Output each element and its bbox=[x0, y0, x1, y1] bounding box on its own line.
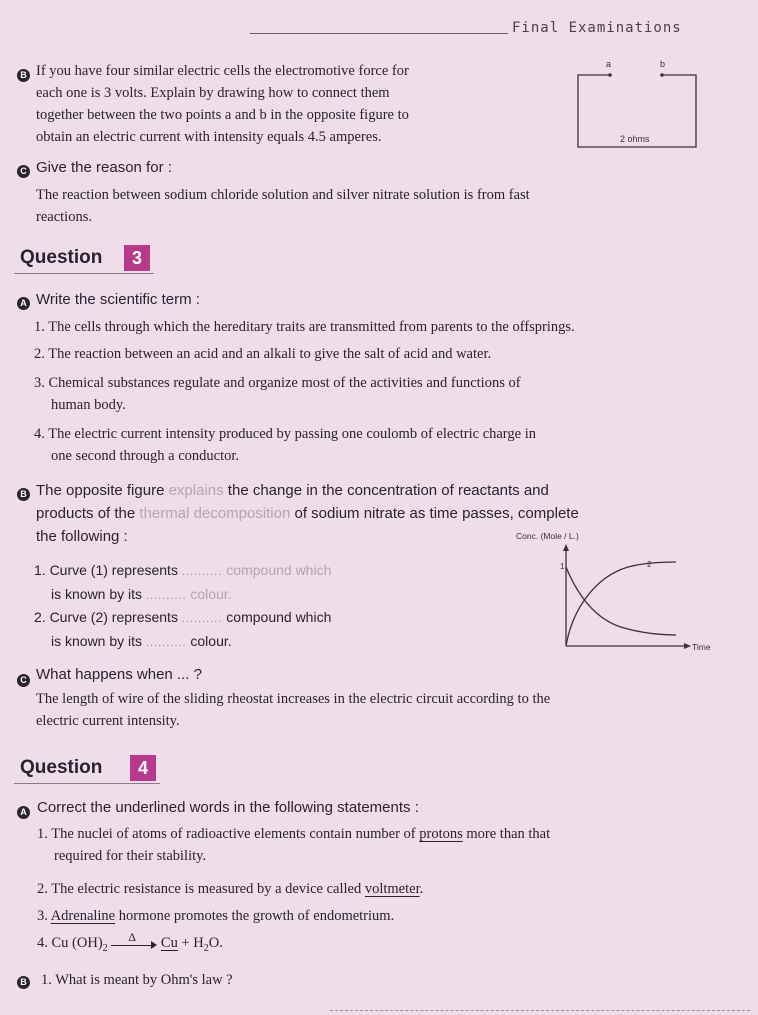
text-fragment: 3. bbox=[37, 908, 51, 924]
text-line: reactions. bbox=[36, 209, 92, 225]
curve-2-label: 2 bbox=[647, 560, 652, 569]
text-fragment: hormone promotes the growth of endometrium. bbox=[115, 908, 395, 924]
question-4-title: Question bbox=[20, 757, 103, 778]
text-fragment: colour. bbox=[190, 633, 232, 649]
arrow-head bbox=[151, 941, 157, 949]
term-number: 1. bbox=[34, 319, 45, 335]
rheostat-statement bbox=[36, 688, 736, 732]
subscript: 2 bbox=[102, 942, 108, 954]
text-fragment: of sodium nitrate as time passes, complete bbox=[290, 505, 579, 522]
text-fragment: 1. The nuclei of atoms of radioactive elements contain number of bbox=[37, 826, 420, 842]
underlined-word: voltmeter bbox=[364, 881, 420, 897]
reason-statement bbox=[36, 184, 736, 228]
part-c-badge-q3: C bbox=[17, 674, 30, 687]
text-fragment: 4. bbox=[37, 935, 52, 951]
chart-x-axis-label: Time bbox=[692, 642, 711, 652]
text-fragment: more than that bbox=[462, 826, 551, 842]
circuit-figure bbox=[570, 55, 705, 155]
text-line: obtain an electric current with intensity equals 4.5 amperes. bbox=[36, 129, 382, 145]
question-3-title: Question bbox=[20, 247, 103, 268]
text-fragment: the change in the concentration of reactants and bbox=[223, 482, 549, 499]
text-fragment: 1. Curve (1) represents bbox=[34, 562, 178, 578]
statement-3 bbox=[37, 905, 737, 927]
underlined-word: Adrenaline bbox=[50, 908, 116, 924]
y-axis-arrow bbox=[563, 544, 569, 551]
text-line: If you have four similar electric cells the electromotive force for bbox=[36, 63, 409, 79]
statement-1 bbox=[37, 823, 737, 867]
part-c-badge: C bbox=[17, 165, 30, 178]
page-header-title: Final Examinations bbox=[512, 20, 682, 36]
term-number: 4. bbox=[34, 426, 45, 442]
text-fragment: is known by its bbox=[51, 586, 143, 602]
curve-2-blank bbox=[34, 606, 494, 654]
question-4-number: 4 bbox=[130, 755, 156, 781]
text-line: electric current intensity. bbox=[36, 713, 180, 729]
text-line: together between the two points a and b in the opposite figure to bbox=[36, 107, 409, 123]
reactant: Cu (OH) bbox=[51, 935, 103, 951]
term-text: Chemical substances regulate and organize most of the activities and functions of bbox=[48, 375, 521, 391]
statement-2 bbox=[37, 878, 737, 900]
text-fragment: compound which bbox=[226, 609, 332, 625]
curve-1-blank bbox=[34, 559, 494, 607]
header-rule bbox=[250, 33, 508, 34]
term-number: 3. bbox=[34, 375, 45, 391]
text-line: The length of wire of the sliding rheostat increases in the electric circuit according to the bbox=[36, 691, 551, 707]
curve-2-line bbox=[566, 562, 676, 646]
question-3-number: 3 bbox=[124, 245, 150, 271]
part-a-badge-q4: A bbox=[17, 806, 30, 819]
terminal-b bbox=[660, 73, 664, 77]
subscript: 2 bbox=[203, 942, 209, 954]
text-fragment: 2. The electric resistance is measured by a device called bbox=[37, 881, 365, 897]
term-text-cont: human body. bbox=[51, 397, 126, 413]
x-axis-arrow bbox=[684, 643, 691, 649]
faded-text: thermal decomposition bbox=[139, 505, 291, 522]
arrow-shaft bbox=[111, 945, 153, 946]
statement-4 bbox=[37, 929, 737, 960]
text-fragment: products of the bbox=[36, 505, 140, 522]
circuit-question bbox=[36, 60, 516, 148]
text-fragment: + H bbox=[177, 935, 204, 951]
term-text: The electric current intensity produced by passing one coulomb of electric charge in bbox=[48, 426, 536, 442]
term-1 bbox=[34, 316, 724, 338]
reaction-arrow bbox=[111, 929, 157, 952]
underlined-word: Cu bbox=[160, 935, 178, 951]
text-fragment: is known by its bbox=[51, 633, 143, 649]
curve-1-line bbox=[566, 567, 676, 635]
question-4-rule bbox=[14, 783, 160, 784]
concentration-chart bbox=[508, 525, 730, 657]
term-text: The cells through which the hereditary traits are transmitted from parents to the offsprings. bbox=[48, 319, 575, 335]
heat-symbol: Δ bbox=[128, 929, 136, 944]
curve-1-label: 1 bbox=[560, 562, 565, 571]
text-fragment: The opposite figure bbox=[36, 482, 169, 499]
text-line: each one is 3 volts. Explain by drawing how to connect them bbox=[36, 85, 390, 101]
part-b-badge-q3: B bbox=[17, 488, 30, 501]
term-text: The reaction between an acid and an alkali to give the salt of acid and water. bbox=[48, 346, 492, 362]
term-3 bbox=[34, 372, 724, 416]
chart-y-axis-label: Conc. (Mole / L.) bbox=[516, 531, 579, 541]
term-text-cont: one second through a conductor. bbox=[51, 448, 240, 464]
part-b-badge-q4: B bbox=[17, 976, 30, 989]
part-b-badge: B bbox=[17, 69, 30, 82]
text-line: the following : bbox=[36, 528, 128, 545]
scientific-term-heading: Write the scientific term : bbox=[36, 291, 200, 308]
text-fragment: compound which bbox=[226, 562, 332, 578]
answer-line bbox=[330, 1010, 750, 1011]
ohms-law-question: 1. What is meant by Ohm's law ? bbox=[41, 972, 233, 988]
answer-blank[interactable]: .......... bbox=[181, 566, 223, 578]
faded-text: explains bbox=[168, 482, 224, 499]
term-number: 2. bbox=[34, 346, 45, 362]
terminal-a bbox=[608, 73, 612, 77]
part-a-badge: A bbox=[17, 297, 30, 310]
correct-underlined-heading: Correct the underlined words in the following statements : bbox=[37, 799, 419, 816]
answer-blank[interactable]: .......... bbox=[181, 613, 223, 625]
text-line: The reaction between sodium chloride solution and silver nitrate solution is from fast bbox=[36, 187, 530, 203]
point-b-label: b bbox=[660, 59, 666, 69]
text-fragment: colour. bbox=[190, 586, 232, 602]
point-a-label: a bbox=[606, 59, 612, 69]
text-fragment: 2. Curve (2) represents bbox=[34, 609, 178, 625]
resistor-label: 2 ohms bbox=[620, 134, 650, 144]
text-line: required for their stability. bbox=[54, 848, 207, 864]
underlined-word: protons bbox=[419, 826, 463, 842]
answer-blank[interactable]: .......... bbox=[145, 637, 187, 649]
answer-blank[interactable]: .......... bbox=[145, 590, 187, 602]
give-reason-heading: Give the reason for : bbox=[36, 159, 172, 176]
what-happens-heading: What happens when ... ? bbox=[36, 666, 202, 683]
term-4 bbox=[34, 423, 724, 467]
text-fragment: . bbox=[419, 881, 424, 897]
text-fragment: O. bbox=[208, 935, 223, 951]
question-3-rule bbox=[14, 273, 154, 274]
term-2 bbox=[34, 343, 724, 365]
